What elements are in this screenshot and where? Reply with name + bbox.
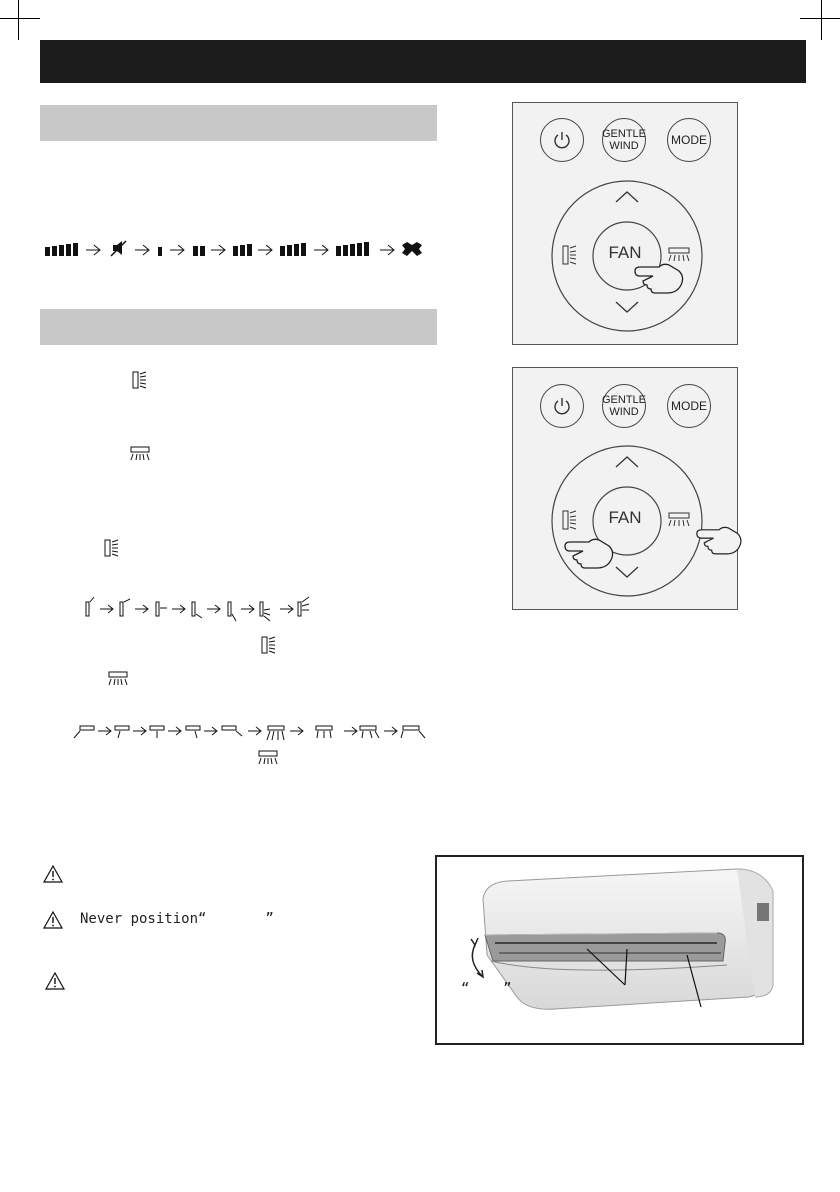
warning-icon	[42, 864, 64, 884]
mode-button[interactable]	[667, 118, 711, 162]
warning-text-2: Never position“ ”	[80, 911, 274, 927]
mute-icon	[111, 241, 126, 256]
page-header-bar	[40, 40, 806, 83]
horizontal-swing-icon	[258, 750, 278, 766]
chevron-up-icon	[616, 192, 638, 202]
warning-icon	[44, 971, 66, 991]
vertical-swing-icon	[563, 511, 576, 529]
mode-label: MODE	[671, 399, 707, 413]
mode-label: MODE	[671, 133, 707, 147]
horizontal-louver-sequence	[70, 722, 432, 746]
fan-speed-sequence	[40, 236, 440, 260]
gentle-wind-button[interactable]	[602, 118, 646, 162]
vertical-swing-icon	[261, 636, 277, 654]
crop-mark-top-right-v	[821, 0, 822, 40]
turbo-icon	[402, 242, 422, 256]
fan-label: FAN	[608, 508, 642, 527]
chevron-up-icon	[616, 457, 638, 467]
pointing-hand-icon	[633, 261, 687, 295]
vertical-louver-sequence	[82, 596, 327, 624]
power-button[interactable]	[540, 118, 584, 162]
remote-panel-fan	[512, 102, 738, 345]
remote-panel-swing	[512, 367, 738, 610]
fan-label: FAN	[608, 243, 642, 262]
vertical-swing-icon	[104, 539, 120, 557]
arrow	[86, 245, 100, 255]
power-icon	[551, 129, 573, 151]
louver-quote-label: “ ”	[461, 981, 512, 997]
crop-mark-top-right	[800, 18, 840, 19]
gentle-label: GENTLE	[602, 128, 647, 140]
horizontal-swing-icon	[130, 446, 150, 462]
warning-icon	[42, 910, 64, 930]
crop-mark-top-left-v	[18, 0, 19, 40]
chevron-down-icon	[616, 567, 638, 577]
horizontal-swing-icon	[669, 248, 689, 261]
crop-mark-top-left	[0, 18, 40, 19]
power-icon	[551, 395, 573, 417]
vertical-swing-icon	[132, 371, 148, 389]
fan-speed-bars-icon-auto	[45, 243, 78, 256]
pointing-hand-icon	[563, 536, 617, 570]
horizontal-swing-icon	[108, 671, 128, 687]
pointing-hand-icon	[695, 523, 745, 557]
section-bar-fan-speed	[40, 105, 437, 141]
gentle-wind-button[interactable]	[602, 384, 646, 428]
wind-label: WIND	[609, 406, 639, 418]
vertical-swing-icon	[563, 246, 576, 264]
gentle-label: GENTLE	[602, 394, 647, 406]
power-button[interactable]	[540, 384, 584, 428]
fan-button[interactable]	[597, 508, 653, 532]
section-bar-air-flow	[40, 309, 437, 345]
mode-button[interactable]	[667, 384, 711, 428]
indoor-unit-illustration	[437, 857, 802, 1043]
horizontal-swing-icon	[669, 513, 689, 526]
wind-label: WIND	[609, 140, 639, 152]
indoor-unit-photo	[435, 855, 804, 1045]
chevron-down-icon	[616, 302, 638, 312]
